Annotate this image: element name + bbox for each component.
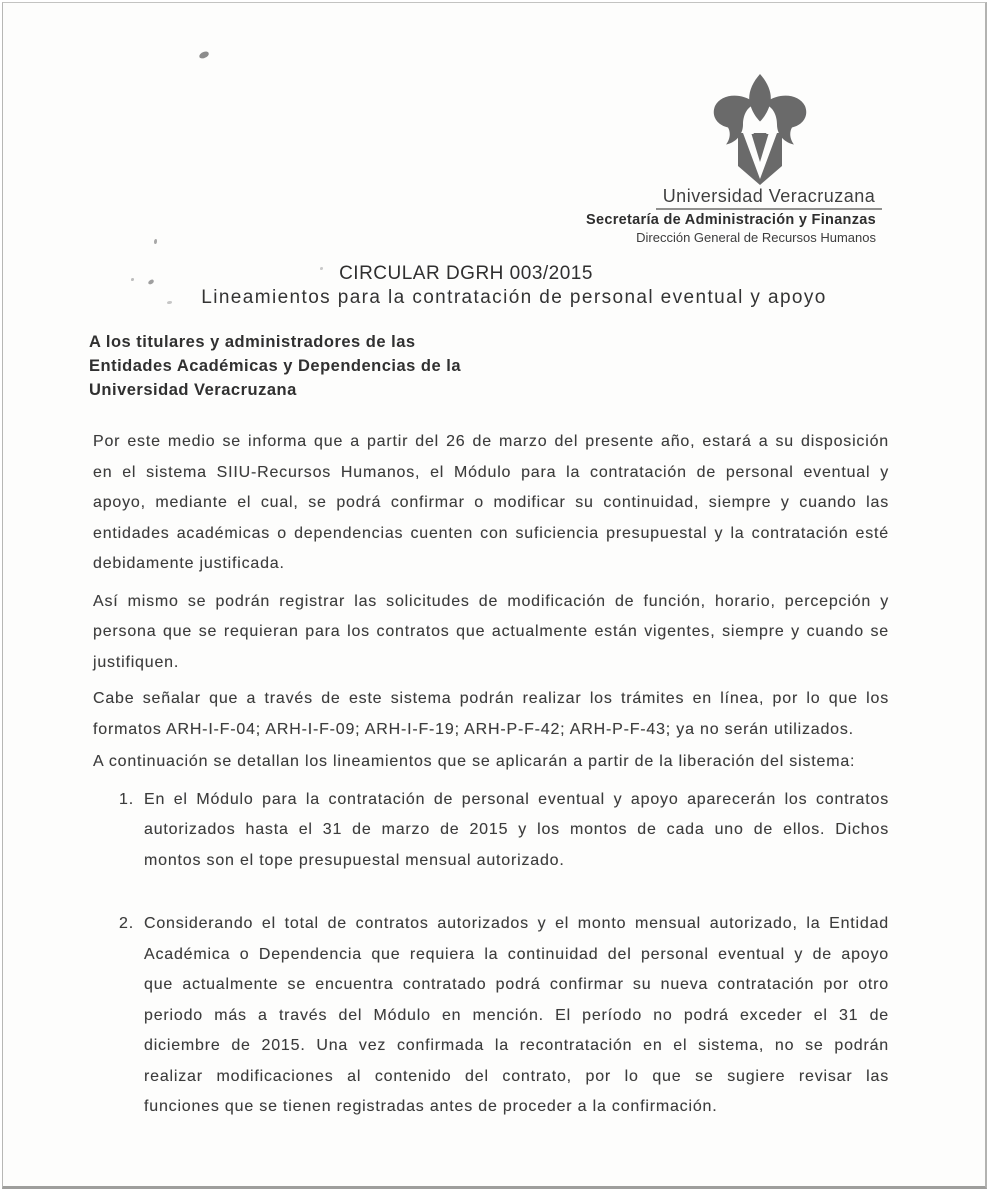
paragraph-4 [93, 747, 889, 778]
text-line: realizar modificaciones al contenido del contrato, por lo que se sugiere revisar las [144, 1067, 889, 1085]
scan-speck [154, 239, 157, 244]
document-title: CIRCULAR DGRH 003/2015 [339, 263, 593, 284]
text-line: Considerando el total de contratos autorizados y el monto mensual autorizado, la Entidad [144, 915, 889, 932]
paragraph-2 [93, 587, 889, 679]
addressee-block [89, 330, 461, 402]
text-line: entidades académicas o dependencias cuenten con suficiencia presupuestal y la contratación esté [93, 524, 889, 542]
text-line: debidamente justificada. [93, 555, 285, 572]
addressee-line: Entidades Académicas y Dependencias de la [89, 357, 462, 375]
text-line: formatos ARH-I-F-04; ARH-I-F-09; ARH-I-F-19; ARH-P-F-42; ARH-P-F-43; ya no serán utilizados. [93, 720, 854, 738]
text-line: funciones que se tienen registradas antes de proceder a la confirmación. [144, 1098, 718, 1115]
paragraph-3 [93, 684, 889, 745]
list-item-2 [93, 909, 889, 1123]
list-item-1 [93, 785, 889, 877]
text-line: A continuación se detallan los lineamientos que se aplicarán a partir de la liberación del sistema: [93, 753, 856, 770]
list-item-text [144, 785, 889, 877]
body-text [93, 427, 889, 1123]
uv-fleur-de-lis-logo [707, 73, 813, 185]
department-name: Dirección General de Recursos Humanos [636, 230, 876, 245]
text-line: apoyo, mediante el cual, se podrá confirmar o modificar su continuidad, siempre y cuando las [93, 494, 889, 511]
letterhead-rule [656, 208, 882, 210]
institution-name: Universidad Veracruzana [662, 186, 876, 206]
addressee-line: Universidad Veracruzana [89, 381, 297, 399]
addressee-line: A los titulares y administradores de las [89, 333, 416, 351]
text-line: En el Módulo para la contratación de personal eventual y apoyo aparecerán los contratos [144, 790, 889, 808]
text-line: Así mismo se podrán registrar las solicitudes de modificación de función, horario, percepción y [93, 592, 889, 610]
scanned-page [2, 2, 987, 1189]
text-line: persona que se requieran para los contratos que actualmente están vigentes, siempre y cuando se [93, 623, 889, 640]
paragraph-1 [93, 427, 889, 580]
text-line: diciembre de 2015. Una vez confirmada la recontratación en el sistema, no se podrán [144, 1037, 889, 1054]
text-line: autorizados hasta el 31 de marzo de 2015 y los montos de cada uno de ellos. Dichos [144, 821, 889, 838]
text-line: Cabe señalar que a través de este sistema podrán realizar los trámites en línea, por lo que los [93, 690, 889, 707]
text-line: periodo más a través del Módulo en mención. El período no podrá exceder el 31 de [144, 1006, 889, 1024]
text-line: Académica o Dependencia que requiera la continuidad del personal eventual y de apoyo [144, 945, 889, 963]
text-line: en el sistema SIIU-Recursos Humanos, el Módulo para la contratación de personal eventual y [93, 463, 889, 481]
list-number: 1. [119, 790, 134, 808]
secretariat-name: Secretaría de Administración y Finanzas [586, 212, 876, 228]
scan-speck [198, 51, 209, 60]
list-number: 2. [119, 915, 134, 932]
list-item-text [144, 909, 889, 1123]
text-line: que actualmente se encuentra contratado podrá confirmar su nueva contratación por otro [144, 976, 889, 993]
text-line: justifiquen. [93, 653, 180, 671]
text-line: montos son el tope presupuestal mensual autorizado. [144, 851, 565, 869]
text-line: Por este medio se informa que a partir del 26 de marzo del presente año, estará a su disposición [93, 433, 889, 450]
document-subtitle: Lineamientos para la contratación de personal eventual y apoyo [201, 287, 827, 308]
